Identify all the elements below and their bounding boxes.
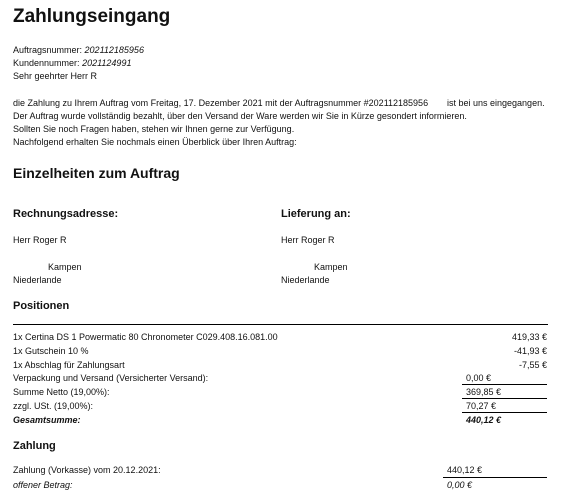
positions-top-rule [13, 324, 548, 325]
item-desc-2: 1x Abschlag für Zahlungsart [13, 360, 125, 370]
message-line-1-a: die Zahlung zu Ihrem Auftrag vom Freitag, 17. Dezember 2021 mit der Auftragsnummer #202112185956 [13, 98, 429, 108]
open-amount-label: offener Betrag: [13, 480, 73, 490]
shipping-heading: Lieferung an: [281, 208, 351, 220]
billing-city: Kampen [48, 262, 82, 272]
page-title: Zahlungseingang [13, 6, 171, 27]
total-amount-vat: 70,27 € [466, 401, 497, 411]
item-amount-0: 419,33 € [511, 332, 547, 342]
message-line-4: Nachfolgend erhalten Sie nochmals einen Überblick über Ihren Auftrag: [13, 137, 297, 147]
totals-rule-2 [462, 398, 547, 399]
total-label-net: Summe Netto (19,00%): [13, 387, 110, 397]
total-label-vat: zzgl. USt. (19,00%): [13, 401, 94, 411]
order-number-line [13, 45, 144, 55]
order-number-value: 202112185956 [84, 45, 144, 55]
shipping-city: Kampen [314, 262, 348, 272]
item-amount-2: -7,55 € [518, 360, 547, 370]
payment-line-label: Zahlung (Vorkasse) vom 20.12.2021: [13, 465, 161, 475]
shipping-name: Herr Roger R [281, 235, 335, 245]
billing-country: Niederlande [13, 275, 62, 285]
item-amount-1: -41,93 € [513, 346, 547, 356]
message-line-1-b: ist bei uns eingegangen. [447, 98, 545, 108]
customer-number-line [13, 58, 131, 68]
billing-name: Herr Roger R [13, 235, 67, 245]
shipping-country: Niederlande [281, 275, 330, 285]
message-line-2: Der Auftrag wurde vollständig bezahlt, über den Versand der Ware werden wir Sie in Kürze gesondert informieren. [13, 111, 467, 121]
grand-total-amount: 440,12 € [466, 415, 502, 425]
payment-rule [443, 477, 547, 478]
total-amount-net: 369,85 € [466, 387, 502, 397]
totals-rule-1 [462, 384, 547, 385]
message-line-1 [13, 98, 428, 108]
message-line-3: Sollten Sie noch Fragen haben, stehen wir Ihnen gerne zur Verfügung. [13, 124, 295, 134]
item-desc-0: 1x Certina DS 1 Powermatic 80 Chronometer C029.408.16.081.00 [13, 332, 278, 342]
customer-number-label: Kundennummer: [13, 58, 80, 68]
order-number-label: Auftragsnummer: [13, 45, 83, 55]
open-amount-value: 0,00 € [447, 480, 473, 490]
grand-total-label: Gesamtsumme: [13, 415, 81, 425]
totals-rule-3 [462, 412, 547, 413]
billing-heading: Rechnungsadresse: [13, 208, 119, 220]
positions-heading: Positionen [13, 300, 70, 312]
payment-heading: Zahlung [13, 440, 56, 452]
payment-line-amount: 440,12 € [447, 465, 483, 475]
greeting: Sehr geehrter Herr R [13, 71, 98, 81]
total-label-shipping: Verpackung und Versand (Versicherter Versand): [13, 373, 209, 383]
item-desc-1: 1x Gutschein 10 % [13, 346, 89, 356]
total-amount-shipping: 0,00 € [466, 373, 492, 383]
details-heading: Einzelheiten zum Auftrag [13, 165, 180, 181]
customer-number-value: 2021124991 [82, 58, 132, 68]
